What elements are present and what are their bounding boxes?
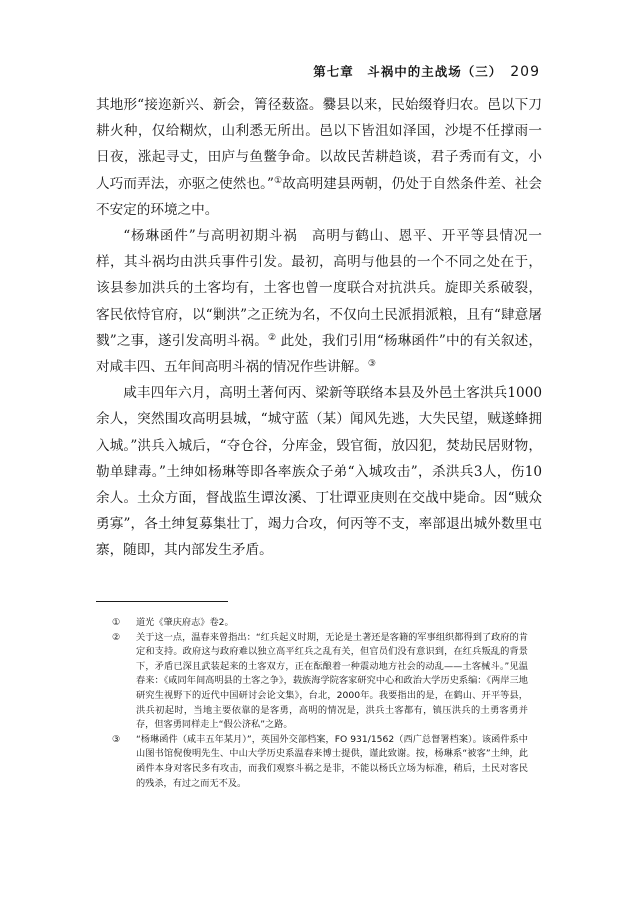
footnote-text: “杨琳函件（咸丰五年某月）”，英国外交部档案，FO 931/1562（西广总督署档案）。该函件系中山图书馆倪俊明先生、中山大学历史系温春来博士提供，谨此致谢。按，杨琳系“被客”土绅，此函件本身对客民多有攻击，而我们观察斗祸之是非，不能以杨氏立场为标准，稍后，土民对客民的残杀，有过之而无不及。 — [136, 733, 528, 789]
footnote-ref-1[interactable]: ① — [273, 175, 283, 186]
chapter-title: 第七章 斗祸中的主战场（三） — [313, 64, 503, 79]
paragraph-2-text-a: “杨琳函件”与高明初期斗祸 高明与鹤山、恩平、开平等县情况一样，其斗祸均由洪兵事件引发。最初，高明与他县的一个不同之处在于，该县参加洪兵的土客均有，土客也曾一度联合对抗洪兵。旋即关系破裂，客民依恃官府，以“剿洪”之正统为名，不仅向土民派捐派粮，且有“肆意屠戮”之事，遂引发高明斗祸。 — [96, 228, 542, 349]
footnote-ref-3[interactable]: ③ — [367, 359, 376, 370]
footnotes — [112, 616, 528, 791]
body-text — [96, 92, 542, 564]
footnote-text: 关于这一点，温春来曾指出：“红兵起义时期，无论是土著还是客籍的军事组织都得到了政府的肯定和支持。政府这与政府难以独立高平红兵之乱有关，但官员们没有意识到，在红兵叛乱的背景下，矛盾已深且武装起来的土客双方，正在酝酿着一种震动地方社会的动乱——土客械斗。”见温春来：《咸同年间高明县的土客之争》，载族海学院客家研究中心和政治大学历史系编：《两岸三地研究生视野下的近代中国研讨会论文集》，台北，2000年。我要指出的是，在鹤山、开平等县，洪兵初起时，当地主要依靠的是客勇，高明的情况是，洪兵土客都有，镇压洪兵的土勇客勇并存，但客勇同样走上“假公济私”之路。 — [136, 631, 528, 731]
footnote-mark: ② — [112, 631, 121, 643]
paragraph-2 — [96, 223, 542, 380]
footnote-ref-2[interactable]: ② — [267, 332, 277, 343]
footnote-divider — [96, 601, 228, 602]
running-header — [313, 62, 540, 80]
page-number: 209 — [510, 64, 540, 80]
footnote-item — [112, 631, 528, 733]
paragraph-2-text-b: 此处，我们引用“杨琳函件”中的有关叙述，对咸丰四、五年间高明斗祸的情况作些讲解。 — [96, 332, 542, 376]
footnote-mark: ③ — [112, 733, 121, 745]
paragraph-1 — [96, 92, 542, 223]
paragraph-3-text: 咸丰四年六月，高明土著何丙、梁新等联络本县及外邑土客洪兵1000余人，突然围攻高明县城，“城守蓝（某）闻风先逃，大失民望，贼遂蜂拥入城。”洪兵入城后，“夺仓谷，分库金，毁官衙，放囚犯，焚劫民居财物，勒单肆毒。”土绅如杨琳等即各率族众子弟“入城攻击”，杀洪兵3人，伤10余人。土众方面，督战监生谭汝溪、丁壮谭亚庚则在交战中毙命。因“贼众勇寡”，各土绅复募集壮丁，竭力合攻，何丙等不支，率部退出城外数里屯寨，随即，其内部发生矛盾。 — [96, 385, 542, 559]
paragraph-1-tail: 故高明建县两朝，仍处于自然条件差、社会不安定的环境之中。 — [96, 175, 543, 218]
footnote-text: 道光《肇庆府志》卷2。 — [136, 617, 234, 628]
footnote-item — [112, 616, 528, 631]
footnote-item — [112, 733, 528, 791]
paragraph-3 — [96, 380, 542, 563]
footnote-mark: ① — [112, 617, 121, 628]
paragraph-1-text: 其地形“接迩新兴、新会，箐径薮盗。爨县以来，民始缀脊归农。邑以下刀耕火种，仅给糊炊，山利悉无所出。邑以下皆沮如泽国，沙堤不任撑雨一日夜，涨起寻丈，田庐与鱼鳖争命。以故民苦耕趋谈，君子秀而有文，小人巧而弄法，亦驱之使然也。” — [96, 97, 542, 192]
